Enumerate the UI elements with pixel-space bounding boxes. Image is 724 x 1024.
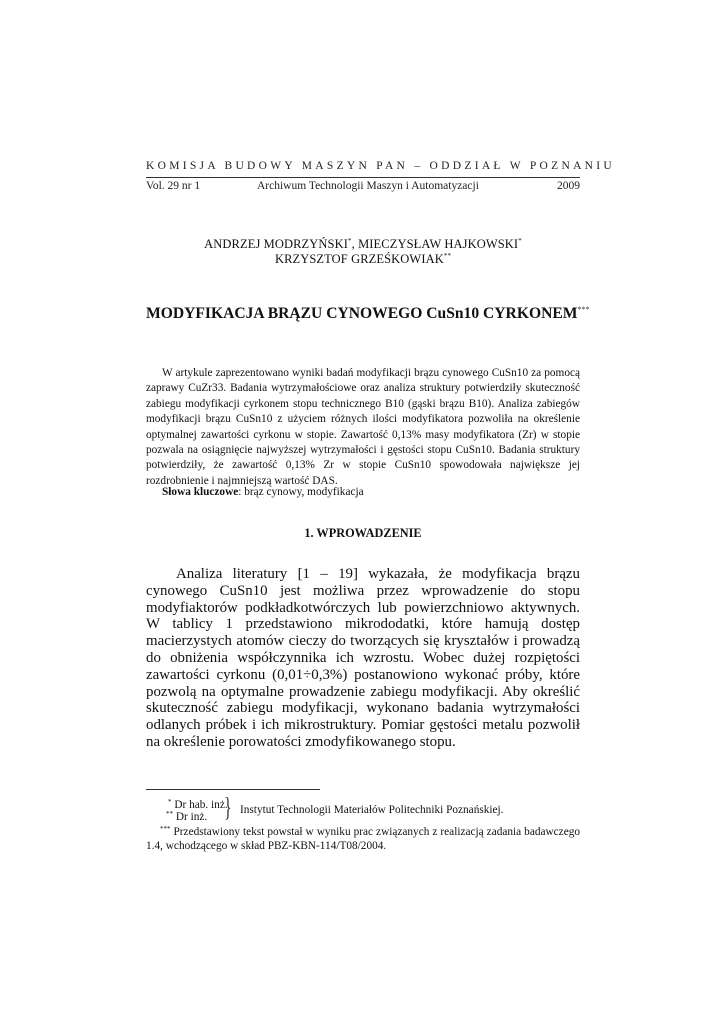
keywords-text: : brąz cynowy, modyfikacja — [238, 486, 364, 498]
footnote-affiliation: Instytut Technologii Materiałów Politechniki Poznańskiej. — [240, 804, 504, 816]
authors-line-2 — [146, 252, 580, 267]
author-footnote-mark: * — [518, 237, 522, 245]
footnote-text: Przedstawiony tekst powstał w wyniku prac związanych z realizacją zadania badawczego 1.4, wchodzącego w skład PBZ-KBN-114/T08/2004. — [146, 826, 581, 853]
paper-title-text: MODYFIKACJA BRĄZU CYNOWEGO CuSn10 CYRKONEM — [146, 305, 578, 322]
footnote-text: Dr inż. — [175, 811, 208, 823]
footnote-rule — [146, 789, 320, 790]
title-footnote-mark: *** — [577, 305, 590, 314]
author-footnote-mark: ** — [443, 252, 452, 260]
header-rule — [146, 177, 580, 178]
footnote-mark: ** — [166, 810, 173, 818]
footnote-text: Dr hab. inż. — [174, 799, 228, 811]
abstract: W artykule zaprezentowano wyniki badań modyfikacji brązu cynowego CuSn10 za pomocą zaprawy CuZr33. Badania wytrzymałościowe oraz analiza struktury potwierdziły skuteczność zabiegu modyfikacji cyrkonem stopu technicznego B10 (gąski brązu B10). Analiza zabiegów modyfikacji brązu CuSn10 z użyciem różnych ilości modyfikatora pozwoliła na określenie optymalnej zawartości cyrkonu w stopie. Zawartość 0,13% masy modyfikatora (Zr) w stopie pozwala na osiągnięcie najwyższej wytrzymałości i gęstości stopu CuSn10. Badania struktury potwierdziły, że zawartość 0,13% Zr w stopie CuSn10 spowodowała największe jej rozdrobnienie i najmniejszą wartość DAS. — [146, 367, 580, 487]
year-label: 2009 — [557, 180, 580, 192]
volume-label: Vol. 29 nr 1 — [146, 180, 201, 192]
author-footnote-mark: * — [348, 237, 352, 245]
authors-line-1 — [146, 237, 580, 252]
body-paragraph: Analiza literatury [1 – 19] wykazała, że modyfikacja brązu cynowego CuSn10 jest możliwa przez wprowadzenie do stopu modyfiaktorów podkładkotwórczych lub powierzchniowo aktywnych. W tablicy 1 przedstawiono mikrododatki, które hamują dostęp macierzystych atomów cieczy do tworzących się kryształów i prowadzą do obniżenia współczynnika ich wzrostu. Wobec dużej rozpiętości zawartości cyrkonu (0,01÷0,3%) postanowiono wykonać próby, które pozwolą na optymalne prowadzenie zabiegu modyfikacji. Aby określić skuteczność zabiegu modyfikacji, wykonano badania wytrzymałości odlanych próbek i ich mikrostruktury. Pomiar gęstości metalu pozwolił na określenie porowatości zmodyfikowanego stopu. — [146, 566, 580, 750]
footnote-mark: *** — [160, 825, 171, 833]
footnote-3 — [146, 822, 580, 853]
keywords — [162, 486, 364, 498]
author-name: KRZYSZTOF GRZEŚKOWIAK — [274, 252, 444, 266]
footnote-mark: * — [168, 798, 172, 806]
author-name: MIECZYSŁAW HAJKOWSKI — [358, 237, 519, 251]
journal-title: Archiwum Technologii Maszyn i Automatyzacji — [257, 180, 479, 192]
keywords-label: Słowa kluczowe — [162, 486, 239, 498]
author-name: ANDRZEJ MODRZYŃSKI — [204, 237, 348, 251]
paper-title — [146, 305, 590, 323]
footnote-brace: } — [224, 792, 232, 822]
author-separator: , — [351, 237, 359, 251]
journal-header: KOMISJA BUDOWY MASZYN PAN – ODDZIAŁ W POZNANIU — [146, 160, 616, 172]
section-heading: 1. WPROWADZENIE — [304, 526, 422, 540]
